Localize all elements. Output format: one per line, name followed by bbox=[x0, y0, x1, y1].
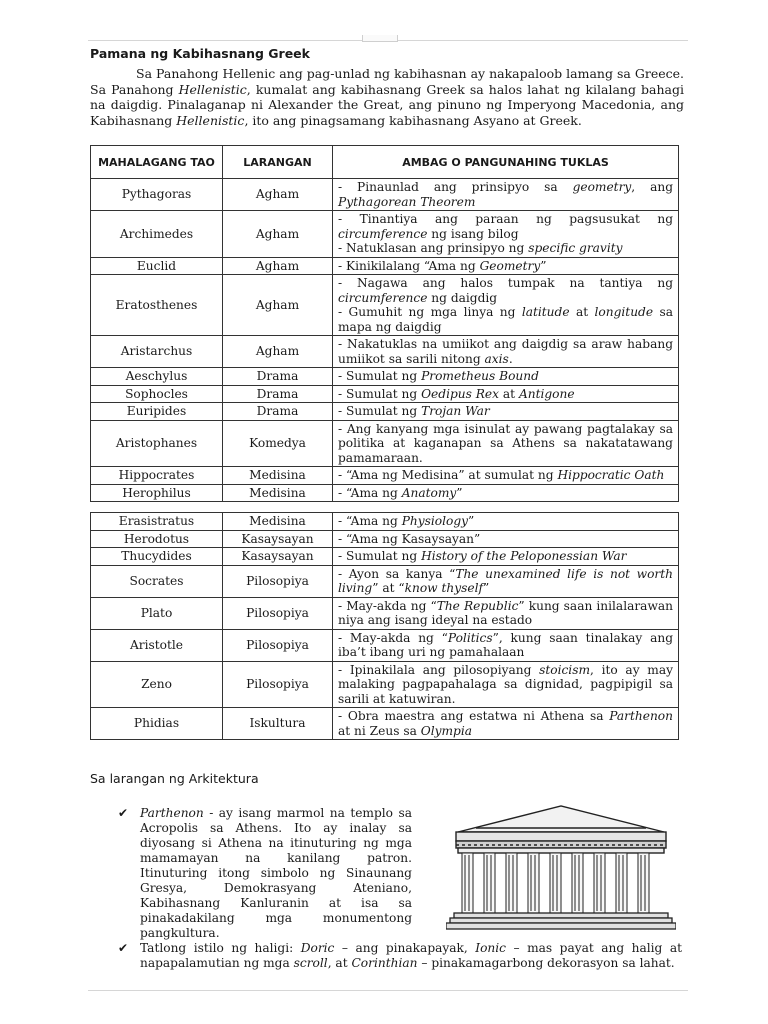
parthenon-temple-illustration bbox=[446, 802, 676, 932]
text-run: ” bbox=[468, 514, 475, 528]
contribution-cell bbox=[333, 484, 679, 502]
text-run: , ito ay may malaking pagpapahalaga sa dignidad, pagpipigil sa sarili at katuwiran. bbox=[338, 662, 673, 706]
architecture-heading: Sa larangan ng Arkitektura bbox=[90, 771, 259, 786]
table-row bbox=[91, 530, 679, 548]
table-row bbox=[91, 513, 679, 531]
page-title: Pamana ng Kabihasnang Greek bbox=[90, 46, 310, 61]
italic-term: axis bbox=[484, 351, 509, 366]
table-row bbox=[91, 708, 679, 740]
italic-term: Antigone bbox=[518, 386, 575, 401]
italic-term: longitude bbox=[594, 305, 654, 319]
italic-term: Politics bbox=[447, 630, 493, 645]
text-run: - Ayon sa kanya “ bbox=[338, 566, 456, 581]
field-cell: Agham bbox=[223, 211, 333, 258]
text-run: - Nakatuklas na umiikot ang daigdig sa araw habang umiikot sa sarili nitong bbox=[338, 337, 673, 366]
field-cell: Pilosopiya bbox=[223, 629, 333, 661]
contribution-cell bbox=[333, 211, 679, 258]
header-field: LARANGAN bbox=[223, 146, 333, 179]
italic-term: The unexamined life is not worth living bbox=[338, 566, 674, 595]
italic-term: Physiology bbox=[401, 514, 469, 528]
contribution-item bbox=[338, 305, 673, 334]
text-run: - Tinantiya ang paraan ng pagsusukat ng bbox=[338, 212, 673, 226]
bullet-text bbox=[140, 806, 412, 940]
contributions-table-1 bbox=[90, 145, 679, 502]
contribution-cell bbox=[333, 708, 679, 740]
text-run: Sa Panahong Hellenic ang pag-unlad ng kabihasnan ay nakapaloob lamang sa Greece. Sa Panahong bbox=[90, 66, 684, 97]
contribution-item bbox=[338, 369, 673, 384]
contribution-cell bbox=[333, 661, 679, 708]
table-row bbox=[91, 597, 679, 629]
text-run: , at bbox=[327, 956, 352, 970]
contribution-item bbox=[338, 180, 673, 209]
contribution-item bbox=[338, 514, 673, 529]
person-cell: Archimedes bbox=[91, 211, 223, 258]
field-cell: Medisina bbox=[223, 467, 333, 485]
field-cell: Agham bbox=[223, 179, 333, 211]
contribution-cell bbox=[333, 403, 679, 421]
person-cell: Erasistratus bbox=[91, 513, 223, 531]
text-run: at ni Zeus sa bbox=[338, 723, 421, 738]
text-run: - Pinaunlad ang prinsipyo sa bbox=[338, 180, 573, 194]
text-run: - Ipinakilala ang pilosopiyang bbox=[338, 662, 540, 677]
italic-term: Ionic bbox=[475, 941, 507, 955]
contribution-item bbox=[338, 567, 673, 596]
person-cell: Hippocrates bbox=[91, 467, 223, 485]
contribution-cell bbox=[333, 257, 679, 275]
text-run: ” kung saan inilalarawan niya ang isang ideyal na estado bbox=[338, 598, 673, 627]
text-run: - Obra maestra ang estatwa ni Athena sa bbox=[338, 709, 610, 723]
person-cell: Aeschylus bbox=[91, 368, 223, 386]
text-run: - Sumulat ng bbox=[338, 549, 422, 563]
table-row bbox=[91, 368, 679, 386]
text-run: . bbox=[508, 351, 513, 366]
field-cell: Kasaysayan bbox=[223, 530, 333, 548]
field-cell: Pilosopiya bbox=[223, 661, 333, 708]
table-row bbox=[91, 403, 679, 421]
field-cell: Drama bbox=[223, 368, 333, 386]
person-cell: Euripides bbox=[91, 403, 223, 421]
italic-term: Parthenon bbox=[609, 709, 673, 723]
italic-term: Hippocratic Oath bbox=[557, 468, 665, 482]
text-run: - Sumulat ng bbox=[338, 404, 422, 418]
text-run: ng isang bilog bbox=[427, 226, 519, 241]
text-run: - “Ama ng Medisina” at sumulat ng bbox=[338, 468, 558, 482]
contribution-cell bbox=[333, 385, 679, 403]
italic-term: Parthenon bbox=[140, 806, 204, 820]
contribution-item bbox=[338, 549, 673, 564]
text-run: Tatlong istilo ng haligi: bbox=[140, 941, 301, 955]
italic-term: scroll bbox=[293, 956, 328, 970]
italic-term: circumference bbox=[338, 290, 428, 305]
table-row bbox=[91, 565, 679, 597]
table-row bbox=[91, 467, 679, 485]
text-run: ” bbox=[540, 258, 547, 273]
italic-term: Anatomy bbox=[401, 485, 457, 500]
table2-body bbox=[91, 513, 679, 740]
text-run: - ay isang marmol na templo sa Acropolis sa Athens. Ito ay inalay sa diyosang si Athena na itinuturing ng mga mamamayan na kanilang patron. Itinuturing itong simbolo ng Sinaunang Gresya, Demokrasyang Ateniano, Kabihasnang Kanluranin at isa sa pinakadakilang mga monumentong pangkultura. bbox=[140, 806, 412, 940]
contribution-cell bbox=[333, 530, 679, 548]
contribution-item bbox=[338, 709, 673, 738]
table-row bbox=[91, 257, 679, 275]
table-row bbox=[91, 629, 679, 661]
table-row bbox=[91, 385, 679, 403]
person-cell: Aristophanes bbox=[91, 420, 223, 467]
contribution-cell bbox=[333, 513, 679, 531]
bullet-text bbox=[140, 941, 682, 970]
contribution-item bbox=[338, 337, 673, 366]
person-cell: Thucydides bbox=[91, 548, 223, 566]
contribution-item bbox=[338, 599, 673, 628]
contribution-item bbox=[338, 276, 673, 305]
contribution-item bbox=[338, 387, 673, 402]
bullet-column-styles bbox=[118, 941, 682, 971]
text-run: - Sumulat ng bbox=[338, 369, 422, 383]
table1-body bbox=[91, 179, 679, 502]
contribution-item bbox=[338, 404, 673, 419]
check-icon: ✔ bbox=[118, 941, 129, 955]
text-run: – ang pinakapayak, bbox=[334, 941, 476, 955]
italic-term: stoicism bbox=[539, 662, 591, 677]
table-row bbox=[91, 420, 679, 467]
italic-term: latitude bbox=[521, 305, 570, 319]
contributions-table-2 bbox=[90, 512, 679, 740]
text-run: - May-akda ng “ bbox=[338, 630, 448, 645]
italic-term: Pythagorean Theorem bbox=[338, 194, 476, 209]
text-run: ” bbox=[483, 581, 490, 595]
page-tab-marker bbox=[362, 35, 398, 42]
text-run: – mas payat ang halig at napapalamutian ng mga bbox=[140, 941, 682, 970]
contribution-cell bbox=[333, 420, 679, 467]
italic-term: know thyself bbox=[404, 581, 483, 595]
person-cell: Socrates bbox=[91, 565, 223, 597]
contribution-cell bbox=[333, 467, 679, 485]
field-cell: Medisina bbox=[223, 484, 333, 502]
contribution-item bbox=[338, 241, 673, 256]
text-run: at bbox=[569, 305, 595, 319]
person-cell: Plato bbox=[91, 597, 223, 629]
person-cell: Eratosthenes bbox=[91, 275, 223, 336]
italic-term: geometry bbox=[572, 180, 632, 194]
field-cell: Komedya bbox=[223, 420, 333, 467]
italic-term: Olympia bbox=[420, 723, 473, 738]
field-cell: Kasaysayan bbox=[223, 548, 333, 566]
text-run: sa mapa ng daigdig bbox=[338, 305, 673, 334]
text-run: - May-akda ng “ bbox=[338, 598, 437, 613]
contribution-item bbox=[338, 532, 673, 547]
intro-paragraph bbox=[90, 66, 684, 128]
text-run: - “Ama ng bbox=[338, 485, 402, 500]
contribution-item bbox=[338, 422, 673, 466]
field-cell: Iskultura bbox=[223, 708, 333, 740]
italic-term: Oedipus Rex bbox=[421, 386, 500, 401]
header-person: MAHALAGANG TAO bbox=[91, 146, 223, 179]
table-row bbox=[91, 275, 679, 336]
contribution-cell bbox=[333, 368, 679, 386]
contribution-item bbox=[338, 212, 673, 241]
field-cell: Drama bbox=[223, 403, 333, 421]
italic-term: Hellenistic bbox=[176, 112, 245, 128]
contribution-cell bbox=[333, 548, 679, 566]
italic-term: Trojan War bbox=[421, 404, 490, 418]
intro-text bbox=[90, 66, 684, 128]
text-run: - Nagawa ang halos tumpak na tantiya ng bbox=[338, 276, 673, 290]
text-run: – pinakamagarbong dekorasyon sa lahat. bbox=[417, 956, 675, 970]
contribution-cell bbox=[333, 179, 679, 211]
contribution-item bbox=[338, 631, 673, 660]
text-run: ” bbox=[456, 485, 463, 500]
person-cell: Aristotle bbox=[91, 629, 223, 661]
person-cell: Zeno bbox=[91, 661, 223, 708]
text-run: - “Ama ng bbox=[338, 514, 402, 528]
text-run: ” at “ bbox=[372, 581, 405, 595]
person-cell: Pythagoras bbox=[91, 179, 223, 211]
table-row bbox=[91, 661, 679, 708]
text-run: ng daigdig bbox=[427, 290, 498, 305]
italic-term: History of the Peloponessian War bbox=[421, 549, 627, 563]
italic-term: Prometheus Bound bbox=[421, 369, 539, 383]
field-cell: Drama bbox=[223, 385, 333, 403]
text-run: - “Ama ng Kasaysayan” bbox=[338, 531, 481, 546]
person-cell: Herophilus bbox=[91, 484, 223, 502]
person-cell: Euclid bbox=[91, 257, 223, 275]
italic-term: specific gravity bbox=[528, 241, 623, 255]
text-run: , kumalat ang kabihasnang Greek sa halos lahat ng kilalang bahagi na daigdig. Pinalaganap ni Alexander the Great, ang pinuno ng Imperyong Macedonia, ang Kabihasnang bbox=[90, 81, 684, 128]
table-row bbox=[91, 484, 679, 502]
field-cell: Agham bbox=[223, 257, 333, 275]
contribution-cell bbox=[333, 629, 679, 661]
text-run: - Ang kanyang mga isinulat ay pawang pagtalakay sa politika at kaganapan sa Athens sa nakatatawang pamamaraan. bbox=[338, 421, 673, 465]
field-cell: Agham bbox=[223, 336, 333, 368]
italic-term: Geometry bbox=[479, 258, 541, 273]
contribution-item bbox=[338, 486, 673, 501]
person-cell: Aristarchus bbox=[91, 336, 223, 368]
contribution-item bbox=[338, 663, 673, 707]
field-cell: Pilosopiya bbox=[223, 565, 333, 597]
field-cell: Medisina bbox=[223, 513, 333, 531]
bullet-parthenon bbox=[118, 806, 412, 941]
text-run: , ang bbox=[631, 180, 674, 194]
bottom-rule bbox=[88, 990, 688, 991]
contribution-item bbox=[338, 259, 673, 274]
field-cell: Pilosopiya bbox=[223, 597, 333, 629]
text-run: at bbox=[499, 386, 519, 401]
contribution-cell bbox=[333, 275, 679, 336]
table-header-row bbox=[91, 146, 679, 179]
text-run: - Kinikilalang “Ama ng bbox=[338, 258, 480, 273]
contribution-cell bbox=[333, 336, 679, 368]
italic-term: The Republic bbox=[436, 598, 519, 613]
check-icon: ✔ bbox=[118, 806, 129, 820]
table-row bbox=[91, 211, 679, 258]
contribution-cell bbox=[333, 597, 679, 629]
person-cell: Herodotus bbox=[91, 530, 223, 548]
field-cell: Agham bbox=[223, 275, 333, 336]
text-run: , ito ang pinagsamang kabihasnang Asyano at Greek. bbox=[244, 112, 582, 128]
person-cell: Sophocles bbox=[91, 385, 223, 403]
contribution-item bbox=[338, 468, 673, 483]
table-row bbox=[91, 336, 679, 368]
italic-term: Hellenistic bbox=[178, 81, 247, 97]
text-run: - Gumuhit ng mga linya ng bbox=[338, 305, 522, 319]
text-run: - Sumulat ng bbox=[338, 386, 422, 401]
header-contribution: AMBAG O PANGUNAHING TUKLAS bbox=[333, 146, 679, 179]
italic-term: circumference bbox=[338, 226, 428, 241]
italic-term: Doric bbox=[300, 941, 335, 955]
person-cell: Phidias bbox=[91, 708, 223, 740]
table-row bbox=[91, 179, 679, 211]
italic-term: Corinthian bbox=[351, 956, 418, 970]
table-row bbox=[91, 548, 679, 566]
text-run: - Natuklasan ang prinsipyo ng bbox=[338, 241, 529, 255]
text-run: ”, kung saan tinalakay ang iba’t ibang uri ng pamahalaan bbox=[338, 630, 673, 659]
contribution-cell bbox=[333, 565, 679, 597]
